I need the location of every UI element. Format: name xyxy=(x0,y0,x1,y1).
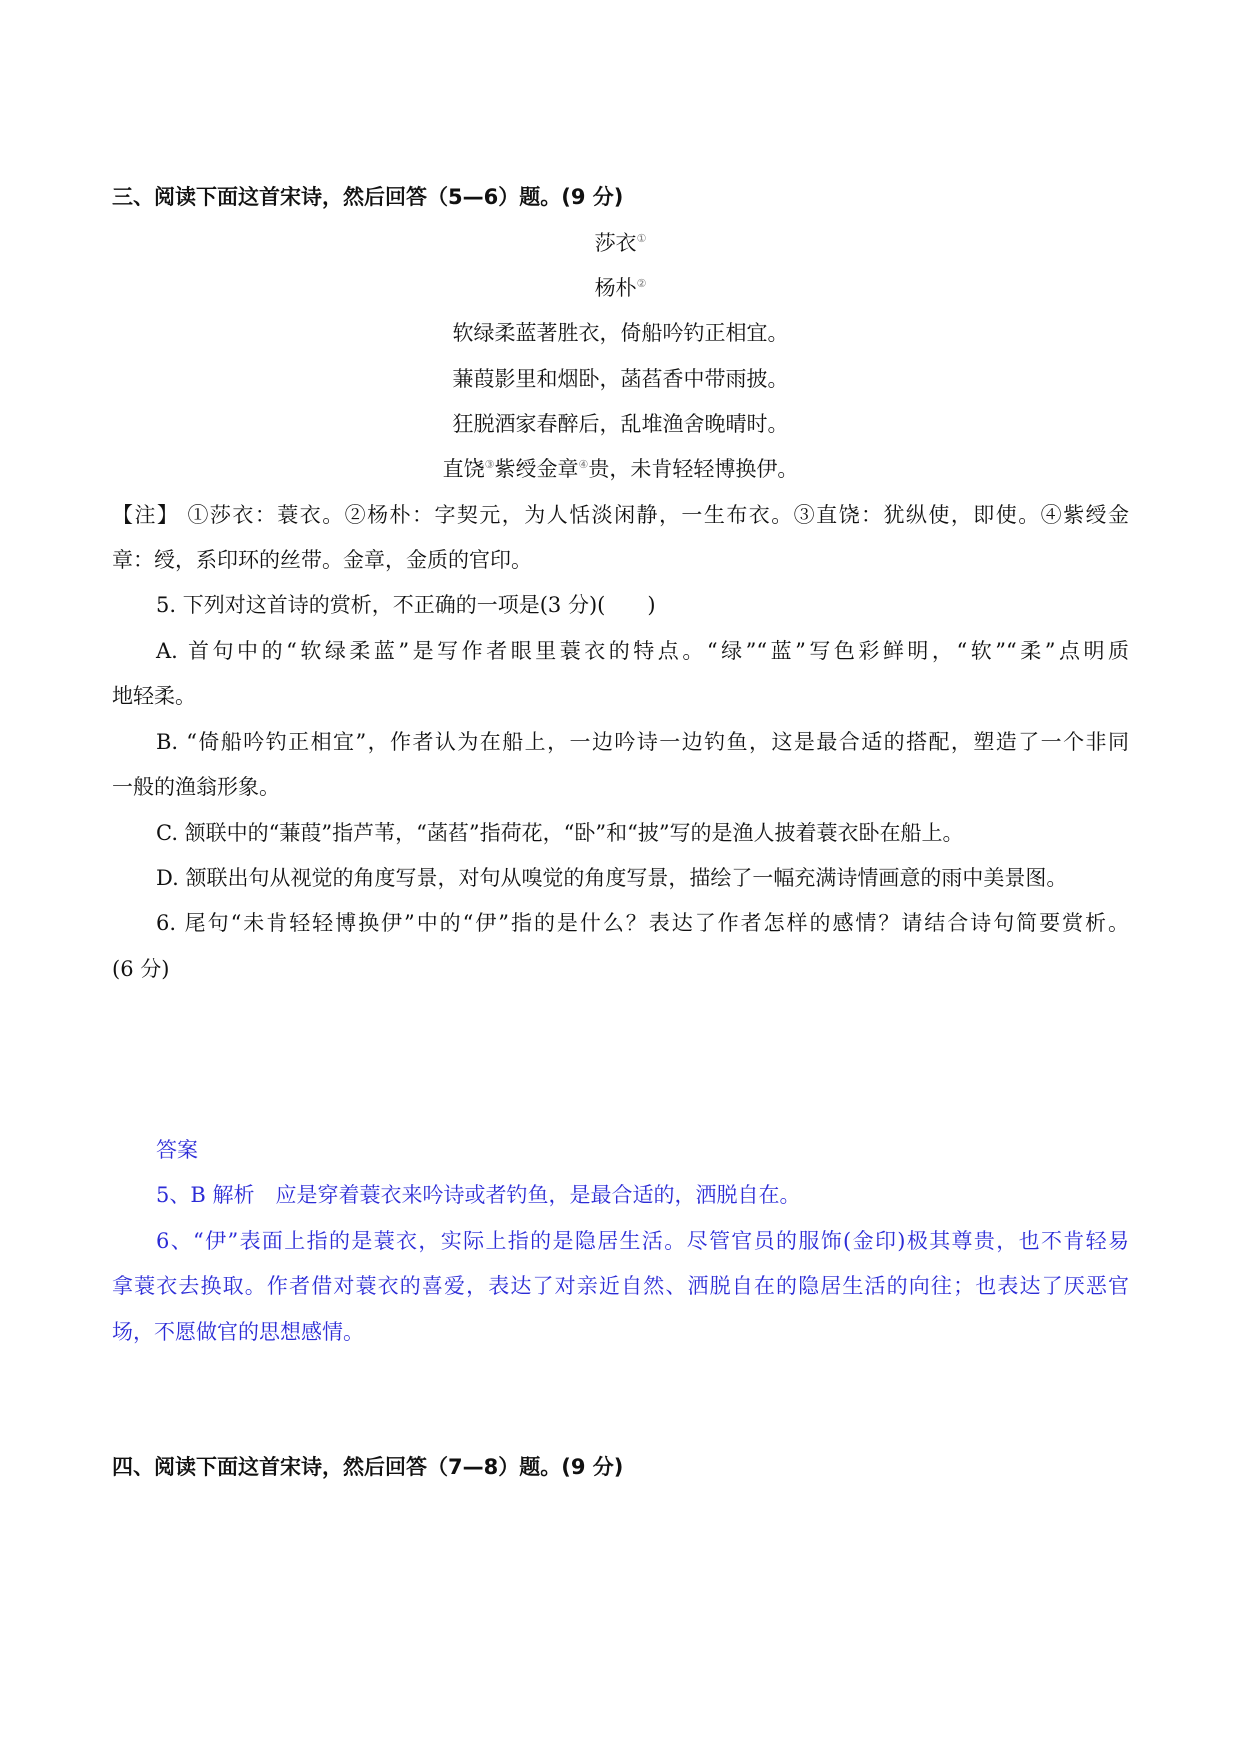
poem-author-text: 杨朴 xyxy=(594,276,637,300)
question-5-option-a-line-2: 地轻柔。 xyxy=(112,684,196,708)
question-5-option-d: D. 颔联出句从视觉的角度写景，对句从嗅觉的角度写景，描绘了一幅充满诗情画意的雨中美景图。 xyxy=(156,866,1068,890)
answer-6-line-1: 6、“伊”表面上指的是蓑衣，实际上指的是隐居生活。尽管官员的服饰(金印)极其尊贵，也不肯轻易 xyxy=(156,1229,1129,1253)
poem-title-footnote-mark: ① xyxy=(636,232,647,245)
question-6-stem-line-2: (6 分) xyxy=(112,957,170,981)
section-3-heading: 三、阅读下面这首宋诗，然后回答（5—6）题。(9 分) xyxy=(112,185,624,209)
note-line-2: 章：绶，系印环的丝带。金章，金质的官印。 xyxy=(112,548,532,572)
poem-line-1: 软绿柔蓝著胜衣，倚船吟钓正相宜。 xyxy=(452,321,789,345)
poem-title-text: 莎衣 xyxy=(594,231,637,255)
poem-line-4-footnote-mark-4: ④ xyxy=(578,458,589,471)
poem-title xyxy=(0,228,1241,258)
question-5-option-b-line-1: B. “倚船吟钓正相宜”，作者认为在船上，一边吟诗一边钓鱼，这是最合适的搭配，塑造了一个非同 xyxy=(156,730,1129,754)
poem-line-3: 狂脱酒家春醉后，乱堆渔舍晚晴时。 xyxy=(452,412,789,436)
answer-6-line-2: 拿蓑衣去换取。作者借对蓑衣的喜爱，表达了对亲近自然、洒脱自在的隐居生活的向往；也表达了厌恶官 xyxy=(112,1274,1129,1298)
poem-line-4-part-b: 紫绶金章 xyxy=(494,457,579,481)
question-6-stem-line-1: 6. 尾句“未肯轻轻博换伊”中的“伊”指的是什么？表达了作者怎样的感情？请结合诗句简要赏析。 xyxy=(156,911,1129,935)
poem-author-footnote-mark: ② xyxy=(636,277,647,290)
poem-line-4-footnote-mark-3: ③ xyxy=(484,458,495,471)
poem-line-4-part-a: 直饶 xyxy=(442,457,485,481)
section-4-heading: 四、阅读下面这首宋诗，然后回答（7—8）题。(9 分) xyxy=(112,1455,624,1479)
poem-author xyxy=(0,273,1241,303)
question-5-option-b-line-2: 一般的渔翁形象。 xyxy=(112,775,280,799)
question-5-stem: 5. 下列对这首诗的赏析，不正确的一项是(3 分)( ) xyxy=(156,593,656,617)
note-line-1: 【注】 ①莎衣：蓑衣。②杨朴：字契元，为人恬淡闲静，一生布衣。③直饶：犹纵使，即使。④紫绶金 xyxy=(112,503,1129,527)
poem-line-2: 蒹葭影里和烟卧，菡萏香中带雨披。 xyxy=(452,367,789,391)
answer-label: 答案 xyxy=(156,1138,198,1162)
question-5-option-a-line-1: A. 首句中的“软绿柔蓝”是写作者眼里蓑衣的特点。“绿”“蓝”写色彩鲜明，“软”“柔”点明质 xyxy=(156,639,1129,663)
answer-5: 5、B 解析 应是穿着蓑衣来吟诗或者钓鱼，是最合适的，洒脱自在。 xyxy=(156,1183,801,1207)
answer-6-line-3: 场，不愿做官的思想感情。 xyxy=(112,1320,364,1344)
poem-line-4 xyxy=(0,454,1241,484)
poem-line-4-part-c: 贵，未肯轻轻博换伊。 xyxy=(588,457,799,481)
question-5-option-c: C. 颔联中的“蒹葭”指芦苇，“菡萏”指荷花，“卧”和“披”写的是渔人披着蓑衣卧在船上。 xyxy=(156,821,964,845)
